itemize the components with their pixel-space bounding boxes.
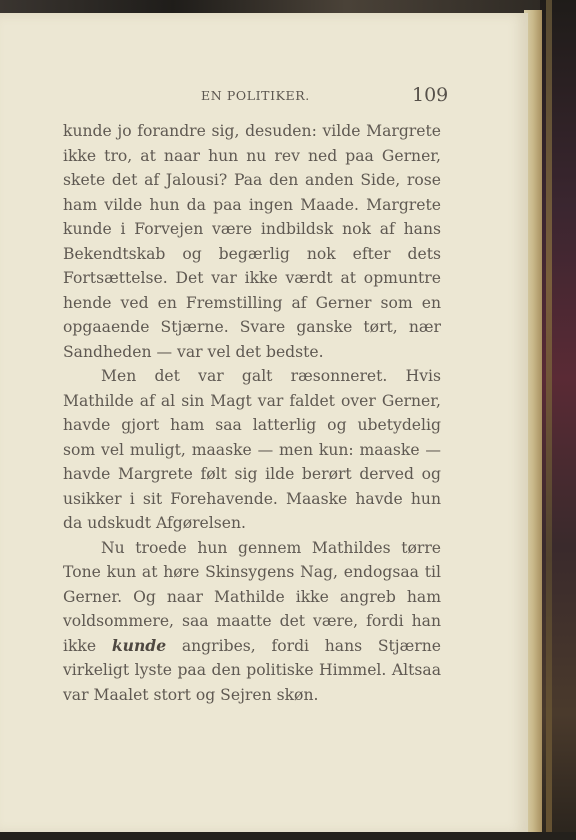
paragraph-3-part-2: angribes, fordi hans Stjærne virkeligt lyste paa den politiske Himmel. Altsaa var Maalet stort og Sejren skøn. (63, 636, 441, 704)
paragraph-1: kunde jo forandre sig, desuden: vilde Margrete ikke tro, at naar hun nu rev ned paa Gerner, skete det af Jalousi? Paa den anden Side, rose ham vilde hun da paa ingen Maade. Margrete kunde i Forvejen være indbildsk nok af hans Bekendtskab og begærlig nok efter dets Fortsættelse. Det var ikke værdt at opmuntre hende ved en Fremstilling af Gerner som en opgaaende Stjærne. Svare ganske tørt, nær Sandheden — var vel det bedste. (63, 122, 441, 361)
book-bottom-edge (0, 832, 576, 840)
body-text (63, 119, 441, 707)
paragraph-3-part-1: Nu troede hun gennem Mathildes tørre Tone kun at høre Skinsygens Nag, endogsaa til Gerner. Og naar Mathilde ikke angreb ham voldsommere, saa maatte det være, fordi han ikke (63, 538, 441, 655)
paragraph-3 (63, 536, 441, 708)
page-number: 109 (412, 84, 449, 106)
emphasized-word: kunde (111, 635, 167, 655)
paragraph-2: Men det var galt ræsonneret. Hvis Mathilde af al sin Magt var faldet over Gerner, havde gjort ham saa latterlig og ubetydelig som vel muligt, maaske — men kun: maaske — havde Margrete følt sig ilde berørt derved og usikker i sit Forehavende. Maaske havde hun da udskudt Afgørelsen. (63, 367, 441, 532)
cover-decoration (546, 0, 552, 840)
running-head: EN POLITIKER. (201, 88, 310, 103)
